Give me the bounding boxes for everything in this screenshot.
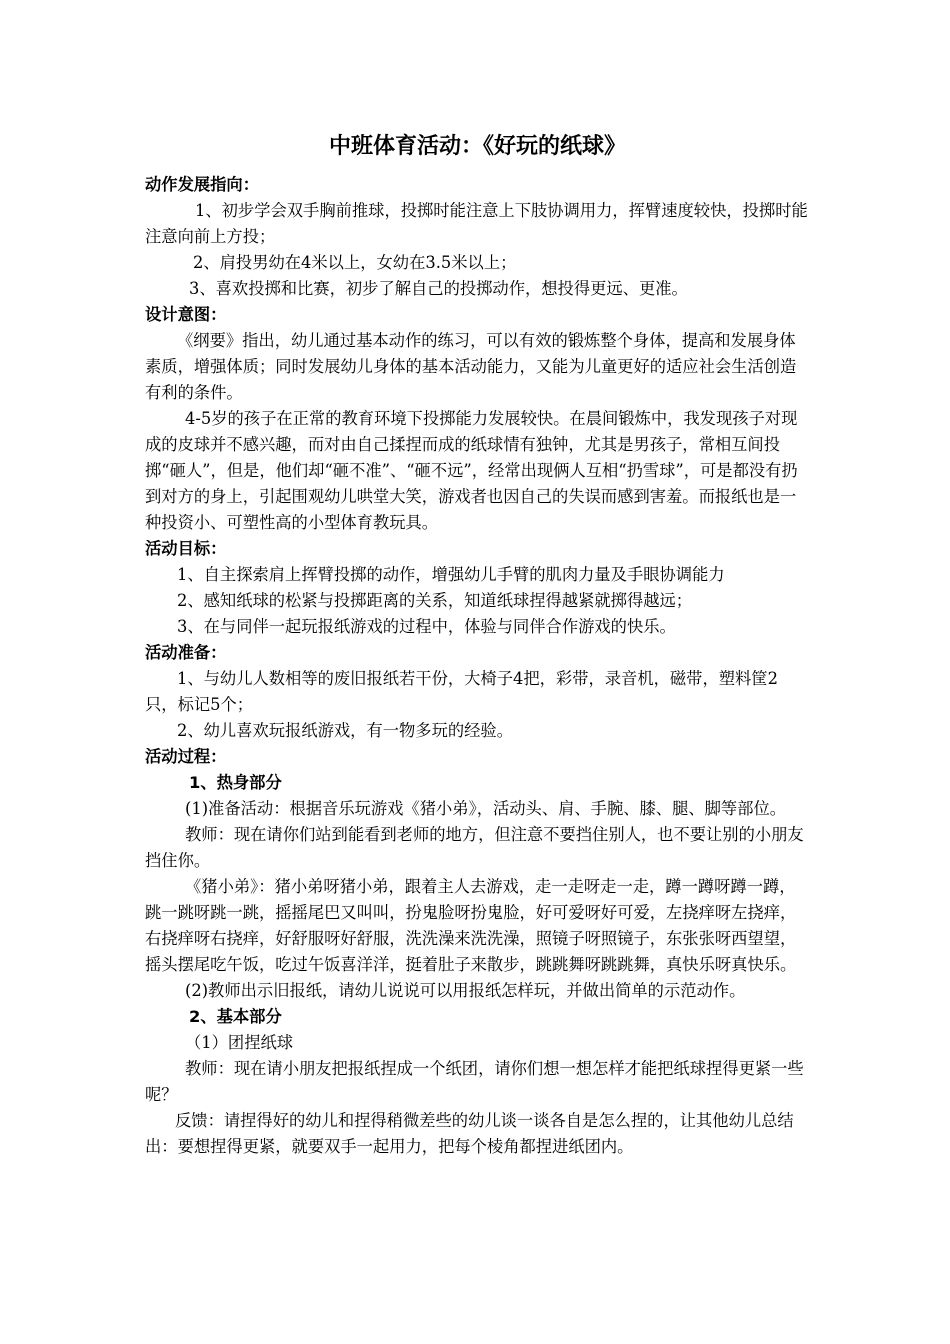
paragraph: 教师：现在请小朋友把报纸捏成一个纸团，请你们想一想怎样才能把纸球捏得更紧一些呢？	[145, 1059, 804, 1104]
section-heading-design: 设计意图：	[145, 305, 227, 324]
paragraph: 2、感知纸球的松紧与投掷距离的关系，知道纸球捏得越紧就掷得越远；	[177, 591, 693, 610]
paragraph: 1、与幼儿人数相等的废旧报纸若干份，大椅子4把，彩带，录音机，磁带，塑料筐2只，标记5个；	[145, 669, 778, 714]
paragraph: 3、喜欢投掷和比赛，初步了解自己的投掷动作，想投得更远、更准。	[189, 279, 688, 298]
paragraph: 《纲要》指出，幼儿通过基本动作的练习，可以有效的锻炼整个身体，提高和发展身体素质，增强体质；同时发展幼儿身体的基本活动能力，又能为儿童更好的适应社会生活创造有利的条件。	[145, 331, 797, 402]
paragraph: 2、肩投男幼在4米以上，女幼在3.5米以上；	[193, 253, 517, 272]
paragraph: 反馈：请捏得好的幼儿和捏得稍微差些的幼儿谈一谈各自是怎么捏的，让其他幼儿总结出：要想捏得更紧，就要双手一起用力，把每个棱角都捏进纸团内。	[145, 1111, 794, 1156]
paragraph: 4-5岁的孩子在正常的教育环境下投掷能力发展较快。在晨间锻炼中，我发现孩子对现成的皮球并不感兴趣，而对由自己揉捏而成的纸球情有独钟，尤其是男孩子，常相互间投掷“砸人”，但是，他们却“砸不准”、“砸不远”，经常出现俩人互相“扔雪球”，可是都没有扔到对方的身上，引起围观幼儿哄堂大笑，游戏者也因自己的失误而感到害羞。而报纸也是一种投资小、可塑性高的小型体育教玩具。	[145, 409, 798, 532]
subheading-warmup: 1、热身部分	[189, 773, 282, 792]
section-heading-goals: 活动目标：	[145, 539, 227, 558]
section-heading-process: 活动过程：	[145, 747, 227, 766]
paragraph: 3、在与同伴一起玩报纸游戏的过程中，体验与同伴合作游戏的快乐。	[177, 617, 676, 636]
section-heading-preparation: 活动准备：	[145, 643, 227, 662]
paragraph: (1)准备活动：根据音乐玩游戏《猪小弟》，活动头、肩、手腕、膝、腿、脚等部位。	[185, 799, 787, 818]
paragraph: 2、幼儿喜欢玩报纸游戏，有一物多玩的经验。	[177, 721, 513, 740]
paragraph: 1、初步学会双手胸前推球，投掷时能注意上下肢协调用力，挥臂速度较快，投掷时能注意向前上方投；	[145, 201, 808, 246]
paragraph: （1）团捏纸球	[185, 1033, 294, 1052]
paragraph: (2)教师出示旧报纸，请幼儿说说可以用报纸怎样玩，并做出简单的示范动作。	[185, 981, 746, 1000]
subheading-basic: 2、基本部分	[189, 1007, 282, 1026]
section-heading-movement: 动作发展指向：	[145, 175, 259, 194]
paragraph: 《猪小弟》：猪小弟呀猪小弟，跟着主人去游戏，走一走呀走一走，蹲一蹲呀蹲一蹲，跳一跳呀跳一跳，摇摇尾巴又叫叫，扮鬼脸呀扮鬼脸，好可爱呀好可爱，左挠痒呀左挠痒，右挠痒呀右挠痒，好舒服呀好舒服，洗洗澡来洗洗澡，照镜子呀照镜子，东张张呀西望望，摇头摆尾吃午饭，吃过午饭喜洋洋，挺着肚子来散步，跳跳舞呀跳跳舞，真快乐呀真快乐。	[145, 877, 797, 974]
document-body	[145, 172, 810, 1160]
paragraph: 教师：现在请你们站到能看到老师的地方，但注意不要挡住别人，也不要让别的小朋友挡住你。	[145, 825, 804, 870]
document-title: 中班体育活动：《好玩的纸球》	[328, 134, 626, 159]
paragraph: 1、自主探索肩上挥臂投掷的动作，增强幼儿手臂的肌肉力量及手眼协调能力	[177, 565, 725, 584]
